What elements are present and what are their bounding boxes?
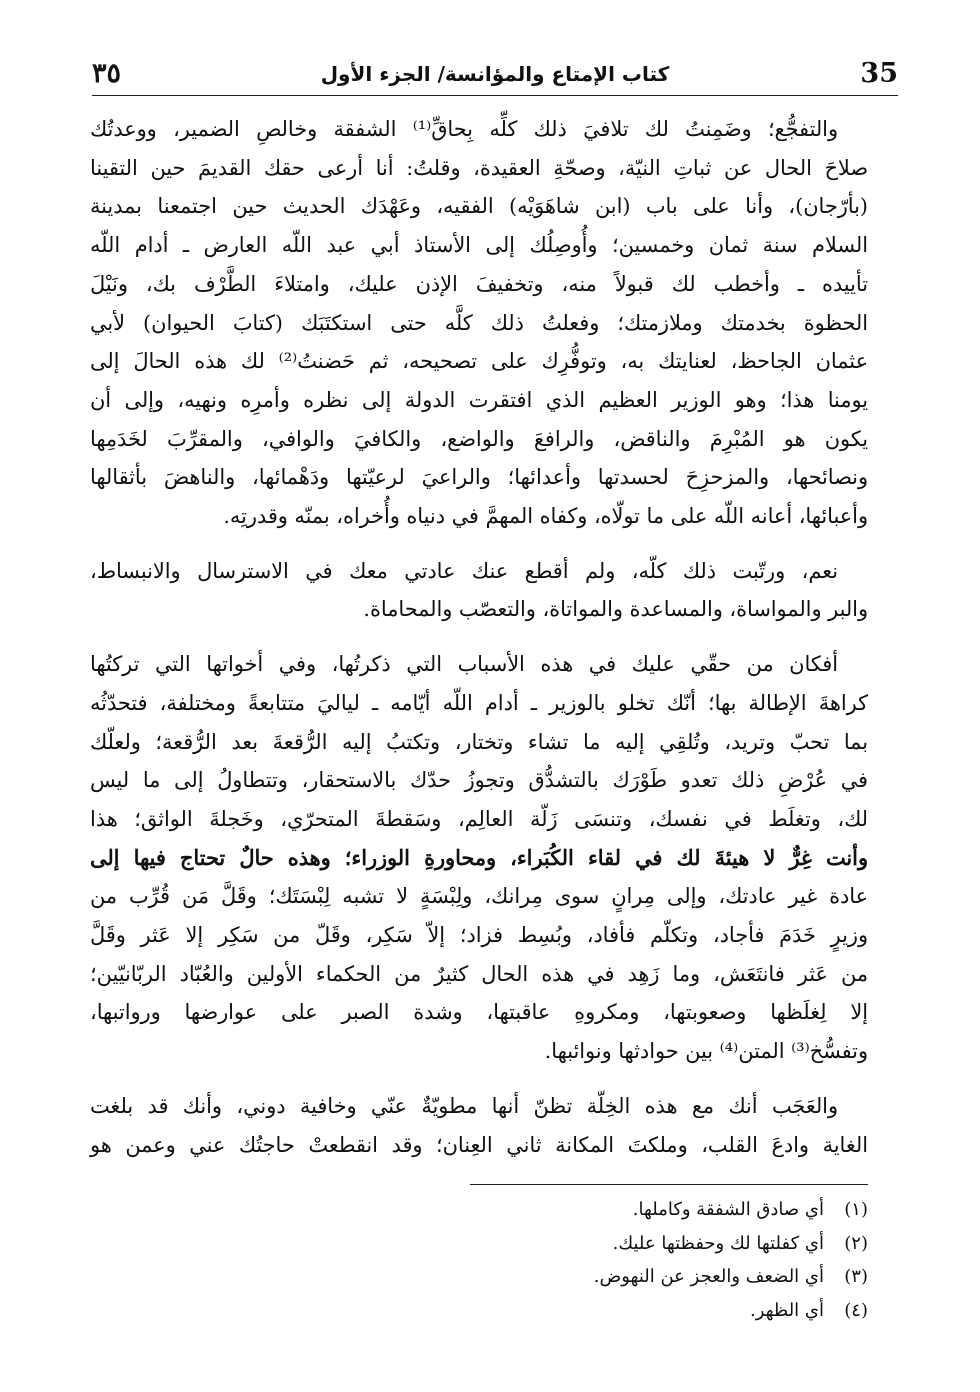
running-title: كتاب الإمتاع والمؤانسة/ الجزء الأول (320, 62, 670, 86)
text-line-bold: وأنت غِرٌّ لا هيئةَ لك في لقاء الكُبَراء، ومحاورةِ الوزراء؛ وهذه حالٌ تحتاج فيها إلى (90, 844, 868, 870)
text-line: والبر والمواساة، والمساعدة والمواتاة، والتعصّب والمحاماة. (363, 597, 868, 622)
text-line: أفكان من حقّي عليك في هذه الأسباب التي ذكرتُها، وفي أخواتها التي تركتُها (90, 652, 838, 677)
text-line: صلاحَ الحال عن ثباتِ النيّة، وصحّةِ العقيدة، وقلتُ: أنا أرعى حقك القديمَ حين التقينا (90, 155, 868, 180)
text-line: في عُرْضِ ذلك تعدو طَوْرَك بالتشدُّق وتجوزُ حدّك بالاستحقار، وتتطاولُ إلى ما ليس (90, 768, 868, 793)
text-line: والعَجَب أنك مع هذه الخِلّة تظنّ أنها مطويّةٌ عنّي وخافية دوني، وأنك قد بلغت (90, 1093, 838, 1118)
text-line: وأعبائها، أعانه اللّه على ما تولّاه، وكفاه المهمَّ في دنياه وأُخراه، بمنّه وقدرتِه. (223, 504, 868, 529)
text-line: يكون هو المُبْرِمَ والناقض، والرافعَ والواضع، والكافيَ والوافي، والمقرِّبَ لخَدَمِها (90, 426, 868, 451)
footnote-rule (470, 1184, 868, 1185)
paragraph (90, 1087, 868, 1164)
text-line: الغاية وادعَ القلب، وملكتَ المكانة ثاني العِنان؛ وقد انقطعتْ حاجتُك عني وعمن هو (90, 1132, 868, 1157)
page-header (92, 52, 898, 96)
footnote-text: أي صادق الشفقة وكاملها. (632, 1199, 824, 1220)
text-line: إلا لِغلَظها وصعوبتها، ومكروهِ عاقبتها، وشدة الصبر على عوارضها ورواتبها، (90, 1000, 868, 1025)
footnote-number: (٢) (844, 1232, 868, 1254)
footnote (368, 1294, 868, 1328)
footnote (368, 1227, 868, 1261)
text-line: السلام سنة ثمان وخمسين؛ وأُوصِلُك إلى الأستاذ أبي عبد اللّه العارض ـ أدام اللّه (90, 233, 868, 258)
text-line: كراهةَ الإطالة بها؛ أنّك تخلو بالوزير ـ أدام اللّه أيّامه ـ لياليَ متتابعةً ومختلفة، فتحدّثُه (90, 690, 868, 715)
paragraph (90, 110, 868, 536)
main-text (90, 110, 868, 1180)
text-line: وتفسُّخ⁽³⁾ المتن⁽⁴⁾ بين حوادثها ونوائبها. (544, 1039, 868, 1064)
footnote-number: (٣) (844, 1266, 868, 1287)
text-line: عثمان الجاحظ، لعنايتك به، وتوفُّرِك على تصحيحه، ثم حَضنتُ⁽²⁾ لك هذه الحالَ إلى (90, 349, 868, 374)
text-line: والتفجُّع؛ وضَمِنتُ لك تلافيَ ذلك كلِّه بِحاقِّ⁽¹⁾ الشفقة وخالصِ الضمير، ووعدتُك (90, 117, 838, 141)
text-line: من عَثر فانتَعَش، وما زَهِد في هذه الحال كثيرٌ من الحكماء الأولين والعُبّاد الربّانيّين؛ (90, 961, 868, 986)
text-line: نعم، ورتّبت ذلك كلّه، ولم أقطع عنك عادتي معك في الاسترسال والانبساط، (90, 558, 838, 583)
paragraph (90, 552, 868, 629)
page-number-arabic: ٣٥ (92, 58, 122, 89)
text-line: (بأرّجان)، وأنا على باب (ابن شاهَوَيْه) الفقيه، وعَهْدَك الحديث حين اجتمعنا بمدينة (90, 194, 868, 219)
text-line: لك، وتغلَط في نفسك، وتنسَى زَلّة العالِم، وسَقطةَ المتحرّي، وخَجلةَ الواثق؛ هذا (90, 806, 868, 831)
text-line: تأييده ـ وأخطب لك قبولاً منه، وتخفيفَ الإذن عليك، وامتلاءَ الطَّرْف بك، ونَيْلَ (90, 271, 868, 296)
text-line: الحظوة بخدمتك وملازمتك؛ وفعلتُ ذلك كلَّه حتى استكتَبَك (كتابَ الحيوان) لأبي (90, 310, 868, 335)
footnote (368, 1193, 868, 1227)
footnote-text: أي الظهر. (749, 1299, 824, 1321)
text-line: ونصائحها، والمزحزِحَ لحسدتها وأعدائها؛ والراعيَ لرعيّتها ودَهْمائها، والناهضَ بأثقالها (90, 465, 868, 490)
footnote-number: (٤) (844, 1299, 868, 1321)
header-rule (92, 95, 898, 96)
text-line: يومنا هذا؛ وهو الوزير العظيم الذي افتقرت الدولة إلى نظره وأمرِه ونهيه، وإلى أن (90, 387, 868, 412)
footnote-text: أي كفلتها لك وحفظتها عليك. (612, 1232, 824, 1254)
text-line: بما تحبّ وتريد، وتُلقِي إليه ما تشاء وتختار، وتكتبُ إليه الرُّقعةَ بعد الرُّقعة؛ ولعلّك (90, 729, 868, 754)
paragraph (90, 645, 868, 1071)
footnotes (368, 1193, 868, 1327)
text-line: وزيرٍ خَدَمَ فأجاد، وتكلّم فأفاد، وبُسِط فزاد؛ إلاّ سَكِر، وقَلّ من سَكِر إلا عَثر وقَلَّ (90, 923, 868, 948)
footnote-text: أي الضعف والعجز عن النهوض. (593, 1266, 824, 1287)
page-number: 35 (860, 58, 898, 89)
text-line: عادة غير عادتك، وإلى مِرانٍ سوى مِرانك، ولِبْسَةٍ لا تشبه لِبْسَتَك؛ وقَلَّ مَن قُرِّب من (90, 884, 868, 909)
footnote-number: (١) (844, 1199, 868, 1220)
footnote (368, 1260, 868, 1294)
